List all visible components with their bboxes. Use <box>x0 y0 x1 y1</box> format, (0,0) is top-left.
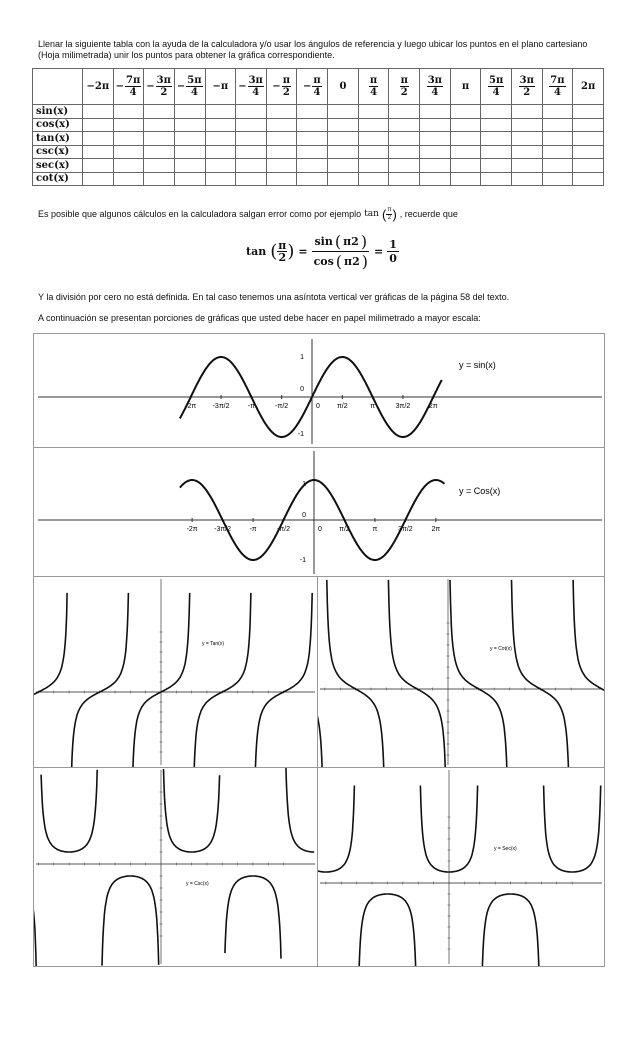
table-cell-input[interactable] <box>236 145 267 159</box>
cot-graph-panel <box>317 576 605 768</box>
formula-num-arg-den: 2 <box>351 235 359 248</box>
table-cell-input[interactable] <box>297 172 328 186</box>
cos-xtick-label: 3π/2 <box>398 526 413 533</box>
column-sign: − <box>238 81 247 92</box>
sin-xtick-label: π/2 <box>336 403 348 410</box>
column-sign: − <box>176 81 186 92</box>
table-cell-input[interactable] <box>389 118 420 132</box>
table-cell-input[interactable] <box>358 105 389 119</box>
table-cell-input[interactable] <box>573 145 604 159</box>
formula-result <box>387 238 399 265</box>
cos-xtick-label: -3π/2 <box>214 526 232 533</box>
column-numerator: 3π <box>519 75 534 86</box>
formula-num-func: sin <box>314 235 333 248</box>
table-cell-input[interactable] <box>83 132 114 146</box>
column-denominator: 4 <box>190 87 198 98</box>
table-cell-input[interactable] <box>389 145 420 159</box>
formula-equals-1: = <box>298 245 308 258</box>
column-header <box>174 69 205 105</box>
table-cell-input[interactable] <box>328 132 359 146</box>
table-cell-input[interactable] <box>113 118 144 132</box>
table-cell-input[interactable] <box>481 145 512 159</box>
table-row <box>33 105 604 119</box>
trig-values-table <box>32 68 604 186</box>
table-cell-input[interactable] <box>511 172 542 186</box>
column-header <box>144 69 175 105</box>
table-cell-input[interactable] <box>420 105 451 119</box>
table-corner <box>33 69 83 105</box>
table-cell-input[interactable] <box>328 145 359 159</box>
table-cell-input[interactable] <box>358 132 389 146</box>
sin-xtick-label: 3π/2 <box>395 403 411 410</box>
table-cell-input[interactable] <box>113 159 144 173</box>
column-denominator: 4 <box>129 87 137 98</box>
column-denominator: 2 <box>282 87 290 98</box>
table-cell-input[interactable] <box>266 145 297 159</box>
table-row <box>33 172 604 186</box>
column-denominator: 4 <box>370 87 378 98</box>
table-cell-input[interactable] <box>573 105 604 119</box>
column-header <box>481 69 512 105</box>
table-cell-input[interactable] <box>266 105 297 119</box>
table-row <box>33 132 604 146</box>
column-header <box>358 69 389 105</box>
table-cell-input[interactable] <box>297 118 328 132</box>
column-header <box>236 69 267 105</box>
error-note <box>38 207 608 222</box>
table-cell-input[interactable] <box>236 159 267 173</box>
table-cell-input[interactable] <box>450 145 481 159</box>
formula-numerator: sin ( π2 ) <box>314 232 368 251</box>
column-numerator: 3π <box>427 75 442 86</box>
cos-xtick-label: π <box>372 526 378 533</box>
table-row <box>33 145 604 159</box>
table-cell-input[interactable] <box>358 118 389 132</box>
column-denominator: 2 <box>400 87 408 98</box>
column-header <box>205 69 236 105</box>
formula-num-arg-num: π <box>343 235 352 248</box>
sin-ytick-1: 1 <box>300 354 304 361</box>
table-cell-input[interactable] <box>144 132 175 146</box>
formula-lhs-func: tan <box>246 245 267 258</box>
cos-graph-panel <box>33 447 605 577</box>
sin-xtick-label: π <box>370 403 376 410</box>
division-note: Y la división por cero no está definida. En tal caso tenemos una asíntota vertical ver gráficas de la página 58 del texto. <box>38 292 510 302</box>
table-cell-input[interactable] <box>573 132 604 146</box>
column-numerator: 5π <box>187 75 202 86</box>
column-numerator: π <box>282 75 291 86</box>
table-cell-input[interactable] <box>83 105 114 119</box>
table-cell-input[interactable] <box>83 118 114 132</box>
column-sign: − <box>302 81 312 92</box>
column-denominator: 4 <box>553 87 561 98</box>
formula-lhs-arg: ( $\frac{\pi}{2}$ ) <box>270 239 295 264</box>
table-row <box>33 118 604 132</box>
cos-ytick-0: 0 <box>302 512 306 519</box>
sec-label: y = Sec(x) <box>494 846 517 852</box>
formula-equals-2: = <box>374 245 384 258</box>
table-cell-input[interactable] <box>113 145 144 159</box>
table-cell-input[interactable] <box>236 105 267 119</box>
sec-graph-panel <box>317 767 605 967</box>
table-cell-input[interactable] <box>205 159 236 173</box>
table-cell-input[interactable] <box>174 105 205 119</box>
table-cell-input[interactable] <box>389 105 420 119</box>
table-cell-input[interactable] <box>144 118 175 132</box>
sin-ytick-0: 0 <box>300 386 304 393</box>
table-cell-input[interactable] <box>328 159 359 173</box>
table-cell-input[interactable] <box>481 132 512 146</box>
tan-formula <box>246 232 399 271</box>
column-header <box>266 69 297 105</box>
table-cell-input[interactable] <box>266 132 297 146</box>
column-header <box>573 69 604 105</box>
column-numerator: 3π <box>248 75 263 86</box>
table-cell-input[interactable] <box>542 132 573 146</box>
table-cell-input[interactable] <box>511 132 542 146</box>
table-cell-input[interactable] <box>83 159 114 173</box>
row-label: csc(x) <box>33 145 83 159</box>
error-note-arg: ( $\frac{\pi}{2}$ ) <box>381 207 397 222</box>
column-denominator: 4 <box>313 87 321 98</box>
column-header <box>420 69 451 105</box>
column-denominator: 2 <box>160 87 168 98</box>
table-cell-input[interactable] <box>542 145 573 159</box>
cos-graph <box>34 448 604 576</box>
table-cell-input[interactable] <box>205 172 236 186</box>
table-cell-input[interactable] <box>144 145 175 159</box>
table-cell-input[interactable] <box>83 172 114 186</box>
table-cell-input[interactable] <box>481 118 512 132</box>
table-cell-input[interactable] <box>450 132 481 146</box>
table-cell-input[interactable] <box>450 159 481 173</box>
column-header <box>389 69 420 105</box>
table-row <box>33 159 604 173</box>
table-cell-input[interactable] <box>113 172 144 186</box>
column-denominator: 4 <box>252 87 260 98</box>
formula-lhs-arg-den: 2 <box>278 251 287 264</box>
sec-curve <box>318 786 604 967</box>
csc-label: y = Csc(x) <box>186 881 209 887</box>
table-cell-input[interactable] <box>174 159 205 173</box>
row-label: sec(x) <box>33 159 83 173</box>
formula-result-num: 1 <box>389 238 397 251</box>
sin-xtick-label: -2π <box>185 403 197 410</box>
table-cell-input[interactable] <box>420 145 451 159</box>
column-denominator: 2 <box>523 87 531 98</box>
column-numerator: 7π <box>550 75 565 86</box>
formula-ratio <box>312 232 370 271</box>
table-cell-input[interactable] <box>297 145 328 159</box>
table-cell-input[interactable] <box>358 145 389 159</box>
formula-den-arg-num: π <box>344 255 353 268</box>
column-sign: − <box>272 81 281 92</box>
table-cell-input[interactable] <box>144 172 175 186</box>
table-cell-input[interactable] <box>511 105 542 119</box>
tan-graph <box>34 577 317 767</box>
row-label: sin(x) <box>33 105 83 119</box>
tan-label: y = Tan(x) <box>202 641 224 647</box>
column-numerator: π <box>369 75 378 86</box>
column-value: 0 <box>339 81 347 92</box>
column-denominator: 4 <box>492 87 500 98</box>
column-denominator: 4 <box>431 87 439 98</box>
table-cell-input[interactable] <box>542 105 573 119</box>
table-cell-input[interactable] <box>420 132 451 146</box>
table-cell-input[interactable] <box>144 159 175 173</box>
formula-den-func: cos <box>313 255 334 268</box>
tan-curve <box>34 593 312 767</box>
table-cell-input[interactable] <box>205 145 236 159</box>
table-cell-input[interactable] <box>174 172 205 186</box>
table-cell-input[interactable] <box>205 132 236 146</box>
sin-xtick-label: 2π <box>428 403 438 410</box>
csc-graph-panel <box>33 767 318 967</box>
graphs-intro: A continuación se presentan porciones de gráficas que usted debe hacer en papel milimetrado a mayor escala: <box>38 313 481 323</box>
cos-xtick-label: π/2 <box>339 526 350 533</box>
error-note-arg-num: π <box>387 207 392 213</box>
table-cell-input[interactable] <box>450 118 481 132</box>
table-cell-input[interactable] <box>481 159 512 173</box>
table-cell-input[interactable] <box>174 118 205 132</box>
column-sign: − <box>115 81 125 92</box>
row-label: cot(x) <box>33 172 83 186</box>
table-cell-input[interactable] <box>450 172 481 186</box>
cot-label: y = Cot(x) <box>490 646 512 652</box>
table-cell-input[interactable] <box>174 132 205 146</box>
column-header <box>328 69 359 105</box>
table-cell-input[interactable] <box>266 159 297 173</box>
table-cell-input[interactable] <box>573 172 604 186</box>
table-cell-input[interactable] <box>542 172 573 186</box>
table-cell-input[interactable] <box>420 172 451 186</box>
table-cell-input[interactable] <box>389 172 420 186</box>
table-cell-input[interactable] <box>389 159 420 173</box>
column-numerator: π <box>400 75 408 86</box>
sin-ytick-neg1: -1 <box>297 431 304 438</box>
table-cell-input[interactable] <box>389 132 420 146</box>
table-cell-input[interactable] <box>297 132 328 146</box>
table-cell-input[interactable] <box>205 118 236 132</box>
cos-xtick-label: 2π <box>431 526 441 533</box>
table-cell-input[interactable] <box>297 159 328 173</box>
table-cell-input[interactable] <box>328 172 359 186</box>
table-cell-input[interactable] <box>113 132 144 146</box>
sin-xtick-label: 0 <box>316 403 320 410</box>
table-cell-input[interactable] <box>266 172 297 186</box>
table-cell-input[interactable] <box>205 105 236 119</box>
column-numerator: 5π <box>489 75 504 86</box>
error-note-after: , recuerde que <box>399 209 458 219</box>
table-cell-input[interactable] <box>573 118 604 132</box>
csc-curve <box>34 768 314 966</box>
table-cell-input[interactable] <box>450 105 481 119</box>
cot-curve <box>318 580 604 767</box>
table-cell-input[interactable] <box>358 172 389 186</box>
sin-xtick-label: -3π/2 <box>212 403 230 410</box>
table-cell-input[interactable] <box>236 172 267 186</box>
table-cell-input[interactable] <box>144 105 175 119</box>
table-cell-input[interactable] <box>511 118 542 132</box>
table-cell-input[interactable] <box>113 105 144 119</box>
sin-label: y = sin(x) <box>459 360 496 370</box>
column-header <box>113 69 144 105</box>
column-numerator: 7π <box>126 75 141 86</box>
table-cell-input[interactable] <box>236 132 267 146</box>
table-cell-input[interactable] <box>511 145 542 159</box>
error-note-before: Es posible que algunos cálculos en la calculadora salgan error como por ejemplo <box>38 209 362 219</box>
cos-xtick-label: -π/2 <box>277 526 291 533</box>
table-cell-input[interactable] <box>83 145 114 159</box>
table-cell-input[interactable] <box>328 105 359 119</box>
table-cell-input[interactable] <box>542 159 573 173</box>
column-value: 2π <box>580 81 596 92</box>
column-header <box>511 69 542 105</box>
table-cell-input[interactable] <box>420 118 451 132</box>
row-label: cos(x) <box>33 118 83 132</box>
table-cell-input[interactable] <box>297 105 328 119</box>
column-value: π <box>461 81 470 92</box>
cos-xtick-label: -π <box>249 526 257 533</box>
sin-graph-panel <box>33 333 605 448</box>
column-numerator: 3π <box>156 75 171 86</box>
column-value: −π <box>212 81 229 92</box>
row-label: tan(x) <box>33 132 83 146</box>
table-cell-input[interactable] <box>542 118 573 132</box>
column-header <box>542 69 573 105</box>
column-sign: − <box>146 81 155 92</box>
table-cell-input[interactable] <box>174 145 205 159</box>
column-header <box>450 69 481 105</box>
error-note-arg-den: 2 <box>387 215 392 221</box>
formula-lhs-arg-num: π <box>278 239 287 252</box>
table-cell-input[interactable] <box>511 159 542 173</box>
csc-graph <box>34 768 317 966</box>
table-cell-input[interactable] <box>266 118 297 132</box>
table-cell-input[interactable] <box>328 118 359 132</box>
formula-denominator: cos ( π2 ) <box>313 252 369 271</box>
cos-label: y = Cos(x) <box>459 486 501 496</box>
table-cell-input[interactable] <box>420 159 451 173</box>
formula-result-den: 0 <box>389 252 397 265</box>
table-cell-input[interactable] <box>573 159 604 173</box>
table-cell-input[interactable] <box>481 105 512 119</box>
instructions-text: Llenar la siguiente tabla con la ayuda de la calculadora y/o usar los ángulos de referencia y luego ubicar los puntos en el plano cartesiano (Hoja milimetrada) unir los puntos para obtener la gráfica correspondiente. <box>38 39 588 60</box>
cos-ytick-1: 1 <box>302 481 306 488</box>
cos-ytick-neg1: -1 <box>299 557 306 564</box>
tan-graph-panel <box>33 576 318 768</box>
column-header <box>297 69 328 105</box>
table-cell-input[interactable] <box>358 159 389 173</box>
sec-graph <box>318 768 604 966</box>
column-header <box>83 69 114 105</box>
cot-graph <box>318 577 604 767</box>
column-value: −2π <box>86 81 110 92</box>
table-cell-input[interactable] <box>481 172 512 186</box>
error-note-func: tan <box>364 209 379 219</box>
sin-graph <box>34 334 604 447</box>
table-cell-input[interactable] <box>236 118 267 132</box>
sin-xtick-label: -π <box>247 403 255 410</box>
sin-xtick-label: -π/2 <box>275 403 289 410</box>
formula-den-arg-den: 2 <box>352 255 360 268</box>
cos-xtick-label: 0 <box>318 526 322 533</box>
cos-xtick-label: -2π <box>186 526 198 533</box>
column-numerator: π <box>313 75 321 86</box>
